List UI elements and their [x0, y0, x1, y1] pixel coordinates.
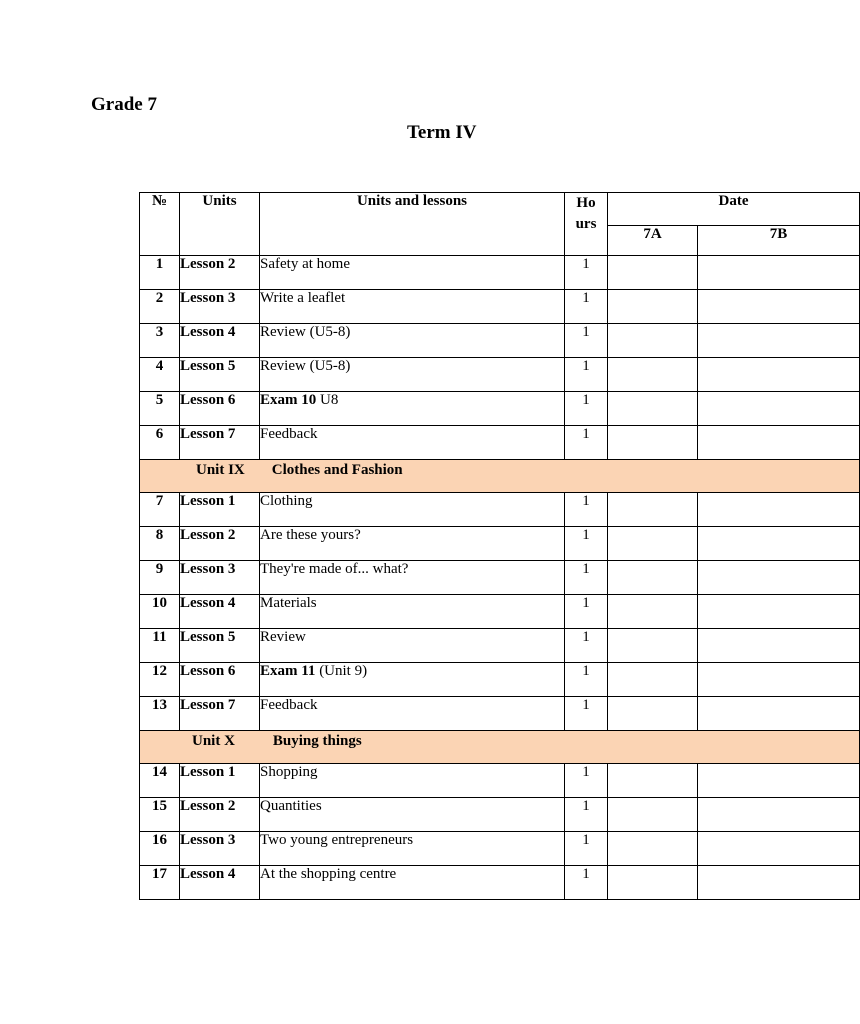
- table-row: [140, 256, 860, 290]
- lesson-label: Lesson 5: [180, 629, 260, 663]
- topic-text: Shopping: [260, 764, 318, 780]
- row-number: 10: [140, 595, 180, 629]
- topic-text: They're made of... what?: [260, 561, 409, 577]
- lesson-topic: [260, 324, 565, 358]
- topic-text: At the shopping centre: [260, 866, 397, 882]
- hours-value: 1: [565, 764, 608, 798]
- topic-text: Quantities: [260, 798, 322, 814]
- table-row: [140, 629, 860, 663]
- lesson-label: Lesson 4: [180, 595, 260, 629]
- column-header-date: Date: [608, 193, 860, 226]
- topic-text: Feedback: [260, 426, 318, 442]
- row-number: 4: [140, 358, 180, 392]
- date-7a-cell: [608, 866, 698, 900]
- row-number: 16: [140, 832, 180, 866]
- table-row: [140, 358, 860, 392]
- table-row: [140, 290, 860, 324]
- term-heading: Term IV: [407, 122, 477, 143]
- exam-label: Exam 10: [260, 392, 317, 408]
- table-row: [140, 561, 860, 595]
- lesson-label: Lesson 7: [180, 426, 260, 460]
- row-number: 14: [140, 764, 180, 798]
- lesson-label: Lesson 1: [180, 764, 260, 798]
- date-7a-cell: [608, 798, 698, 832]
- lesson-label: Lesson 2: [180, 256, 260, 290]
- lesson-topic: [260, 595, 565, 629]
- hours-value: 1: [565, 256, 608, 290]
- table-row: [140, 392, 860, 426]
- table-row: [140, 426, 860, 460]
- lesson-topic: [260, 256, 565, 290]
- date-7b-cell: [698, 697, 860, 731]
- lesson-topic: [260, 866, 565, 900]
- row-number: 17: [140, 866, 180, 900]
- date-7b-cell: [698, 527, 860, 561]
- lesson-label: Lesson 3: [180, 290, 260, 324]
- table-row: [140, 493, 860, 527]
- hours-value: 1: [565, 426, 608, 460]
- table-row: [140, 697, 860, 731]
- hours-value: 1: [565, 527, 608, 561]
- date-7a-cell: [608, 426, 698, 460]
- topic-text: Safety at home: [260, 256, 350, 272]
- topic-text: Review: [260, 629, 306, 645]
- lesson-label: Lesson 4: [180, 324, 260, 358]
- table-body: [140, 256, 860, 900]
- lesson-topic: [260, 663, 565, 697]
- column-header-7a: 7A: [608, 226, 698, 256]
- table-row: [140, 595, 860, 629]
- topic-text: (Unit 9): [315, 663, 368, 679]
- row-number: 15: [140, 798, 180, 832]
- hours-value: 1: [565, 595, 608, 629]
- unit-title: Buying things: [272, 733, 362, 749]
- row-number: 6: [140, 426, 180, 460]
- topic-text: Feedback: [260, 697, 318, 713]
- date-7a-cell: [608, 663, 698, 697]
- row-number: 8: [140, 527, 180, 561]
- row-number: 2: [140, 290, 180, 324]
- date-7b-cell: [698, 392, 860, 426]
- unit-title: Clothes and Fashion: [271, 462, 403, 478]
- table-row: [140, 527, 860, 561]
- column-header-7b: 7B: [698, 226, 860, 256]
- lesson-label: Lesson 2: [180, 798, 260, 832]
- date-7a-cell: [608, 527, 698, 561]
- date-7a-cell: [608, 392, 698, 426]
- lesson-plan-table: [139, 192, 860, 900]
- topic-text: Two young entrepreneurs: [260, 832, 414, 848]
- lesson-label: Lesson 6: [180, 663, 260, 697]
- row-number: 13: [140, 697, 180, 731]
- lesson-label: Lesson 5: [180, 358, 260, 392]
- column-header-units: Units: [180, 193, 260, 256]
- lesson-topic: [260, 493, 565, 527]
- date-7a-cell: [608, 595, 698, 629]
- unit-name: Unit IX: [196, 462, 245, 478]
- hours-value: 1: [565, 358, 608, 392]
- hours-value: 1: [565, 697, 608, 731]
- table-row: [140, 663, 860, 697]
- lesson-topic: [260, 798, 565, 832]
- hours-value: 1: [565, 324, 608, 358]
- lesson-label: Lesson 3: [180, 561, 260, 595]
- date-7a-cell: [608, 290, 698, 324]
- hours-label-part2: urs: [575, 216, 597, 232]
- date-7b-cell: [698, 866, 860, 900]
- table-row: [140, 832, 860, 866]
- hours-value: 1: [565, 290, 608, 324]
- date-7a-cell: [608, 561, 698, 595]
- lesson-label: Lesson 3: [180, 832, 260, 866]
- column-header-hours: [565, 193, 608, 256]
- unit-header-row: [140, 731, 860, 764]
- table-row: [140, 866, 860, 900]
- hours-value: 1: [565, 392, 608, 426]
- date-7b-cell: [698, 832, 860, 866]
- lesson-topic: [260, 832, 565, 866]
- row-number: 7: [140, 493, 180, 527]
- lesson-topic: [260, 764, 565, 798]
- lesson-topic: [260, 358, 565, 392]
- lesson-topic: [260, 426, 565, 460]
- date-7b-cell: [698, 629, 860, 663]
- date-7a-cell: [608, 832, 698, 866]
- date-7a-cell: [608, 358, 698, 392]
- lesson-topic: [260, 629, 565, 663]
- column-header-units-and-lessons: Units and lessons: [260, 193, 565, 256]
- grade-heading: Grade 7: [91, 94, 157, 115]
- table-row: [140, 324, 860, 358]
- date-7a-cell: [608, 324, 698, 358]
- topic-text: Write a leaflet: [260, 290, 346, 306]
- table-row: [140, 764, 860, 798]
- topic-text: U8: [316, 392, 339, 408]
- lesson-label: Lesson 6: [180, 392, 260, 426]
- lesson-topic: [260, 290, 565, 324]
- topic-text: Are these yours?: [260, 527, 361, 543]
- date-7a-cell: [608, 764, 698, 798]
- hours-value: 1: [565, 629, 608, 663]
- topic-text: Clothing: [260, 493, 313, 509]
- lesson-label: Lesson 2: [180, 527, 260, 561]
- hours-value: 1: [565, 663, 608, 697]
- lesson-label: Lesson 1: [180, 493, 260, 527]
- date-7b-cell: [698, 663, 860, 697]
- lesson-label: Lesson 7: [180, 697, 260, 731]
- unit-header-row: [140, 460, 860, 493]
- column-header-number: №: [140, 193, 180, 256]
- lesson-topic: [260, 561, 565, 595]
- hours-value: 1: [565, 561, 608, 595]
- date-7b-cell: [698, 358, 860, 392]
- topic-text: Review (U5-8): [260, 358, 351, 374]
- hours-value: 1: [565, 798, 608, 832]
- date-7a-cell: [608, 493, 698, 527]
- unit-header-cell: [140, 731, 860, 764]
- row-number: 1: [140, 256, 180, 290]
- date-7a-cell: [608, 629, 698, 663]
- date-7b-cell: [698, 798, 860, 832]
- date-7b-cell: [698, 493, 860, 527]
- date-7b-cell: [698, 256, 860, 290]
- lesson-topic: [260, 697, 565, 731]
- lesson-topic: [260, 392, 565, 426]
- topic-text: Materials: [260, 595, 317, 611]
- date-7a-cell: [608, 256, 698, 290]
- hours-label-part1: Ho: [576, 195, 596, 211]
- date-7a-cell: [608, 697, 698, 731]
- hours-value: 1: [565, 866, 608, 900]
- row-number: 3: [140, 324, 180, 358]
- date-7b-cell: [698, 324, 860, 358]
- date-7b-cell: [698, 290, 860, 324]
- date-7b-cell: [698, 764, 860, 798]
- hours-value: 1: [565, 832, 608, 866]
- unit-name: Unit X: [192, 733, 235, 749]
- date-7b-cell: [698, 426, 860, 460]
- lesson-topic: [260, 527, 565, 561]
- exam-label: Exam 11: [260, 663, 316, 679]
- row-number: 12: [140, 663, 180, 697]
- date-7b-cell: [698, 561, 860, 595]
- lesson-label: Lesson 4: [180, 866, 260, 900]
- topic-text: Review (U5-8): [260, 324, 351, 340]
- row-number: 9: [140, 561, 180, 595]
- row-number: 5: [140, 392, 180, 426]
- hours-value: 1: [565, 493, 608, 527]
- row-number: 11: [140, 629, 180, 663]
- date-7b-cell: [698, 595, 860, 629]
- unit-header-cell: [140, 460, 860, 493]
- table-row: [140, 798, 860, 832]
